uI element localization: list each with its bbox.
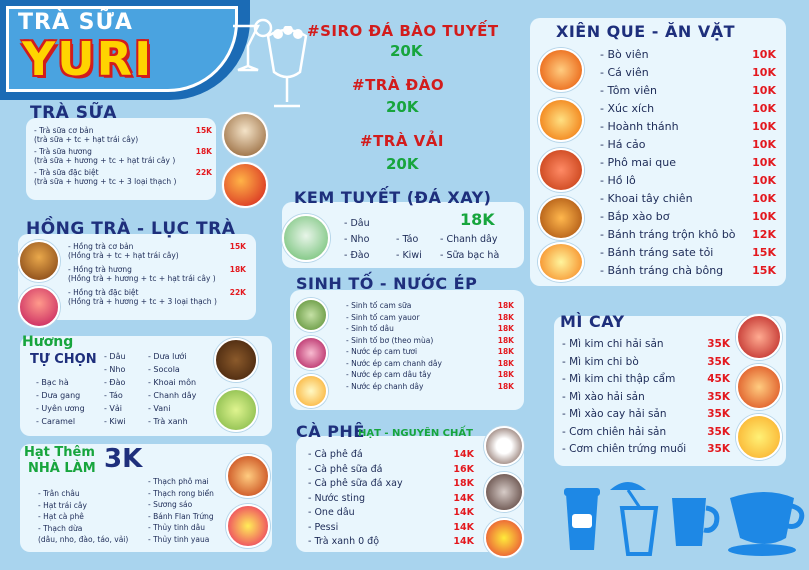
sinh-to-item: - Nước ép cam tươi 18K xyxy=(346,347,514,356)
kem-item: - Dâu xyxy=(344,218,370,229)
flavor-item: - Dâu xyxy=(104,352,126,361)
rice-photo xyxy=(736,414,782,460)
smoothie-photo-1 xyxy=(294,298,328,332)
topping-item: - Thủy tinh yaua xyxy=(148,534,210,544)
melon-photo xyxy=(214,388,258,432)
flavor-item: - Vani xyxy=(148,404,171,413)
kem-item: - Táo xyxy=(396,234,419,245)
ca-phe-item: - Pessi 14K xyxy=(308,521,474,533)
topping-item: - Thạch dừa xyxy=(38,523,83,533)
mi-cay-title: MÌ CAY xyxy=(560,312,625,331)
tra-sua-list xyxy=(34,126,212,186)
huong-title1: Hương xyxy=(22,334,74,350)
ice-photo xyxy=(282,214,330,262)
milk-tea-photo xyxy=(222,112,268,158)
ca-phe-item: - Cà phê đá 14K xyxy=(308,449,474,460)
noodle-photo-1 xyxy=(736,314,782,360)
mi-cay-item: - Mì kim chi bò 35K xyxy=(562,355,730,368)
skewer-photo-1 xyxy=(538,48,584,92)
xien-que-item: - Bánh tráng sate tỏi 15K xyxy=(600,246,776,259)
sinh-to-item: - Nước ép cam dâu tây 18K xyxy=(346,370,514,379)
topping-item: - Hạt trái cây xyxy=(38,500,87,510)
coffee-cup-icon xyxy=(726,488,806,558)
mi-cay-item: - Mì xào cay hải sản 35K xyxy=(562,408,730,420)
hat-them-title1: Hạt Thêm xyxy=(24,445,95,460)
mi-cay-item: - Mì kim chi thập cẩm 45K xyxy=(562,373,730,385)
xien-que-title: XIÊN QUE - ĂN VẶT xyxy=(556,22,736,41)
huong-col3 xyxy=(148,350,196,428)
topping-item: - Thạch rong biển xyxy=(148,488,214,498)
hong-tra-item: - Hồng trà cơ bản 15K xyxy=(68,242,246,251)
tra-sua-title: TRÀ SỮA xyxy=(30,103,117,123)
xien-que-item: - Hồ lô 10K xyxy=(600,174,776,187)
xien-que-item: - Bắp xào bơ 10K xyxy=(600,210,776,223)
ca-phe-item: - Cà phê sữa đá 16K xyxy=(308,463,474,475)
hat-them-price: 3K xyxy=(104,444,143,474)
green-tea-photo xyxy=(18,286,60,328)
special-1-price: 20K xyxy=(390,42,423,60)
sinh-to-item: - Sinh tố dâu 18K xyxy=(346,324,514,333)
parfait-icon xyxy=(262,26,312,112)
topping-item: - Trân châu xyxy=(38,489,80,498)
coffee-photo-1 xyxy=(484,426,524,466)
ca-phe-subtitle: HẠT - NGUYÊN CHẤT xyxy=(358,428,473,439)
rice-paper-photo xyxy=(538,242,584,282)
hat-them-col1 xyxy=(38,488,128,546)
cocktail-icon xyxy=(606,478,666,558)
huong-title2: TỰ CHỌN xyxy=(30,352,97,367)
hong-tra-item-sub: (Hồng trà + hương + tc + hạt trái cây ) xyxy=(68,274,216,284)
black-tea-photo xyxy=(18,240,60,282)
tra-sua-item: - Trà sữa đặc biệt 22K xyxy=(34,167,212,177)
flavor-item: - Nho xyxy=(104,365,126,374)
xien-que-list xyxy=(600,46,776,280)
xien-que-item: - Há cảo 10K xyxy=(600,138,776,151)
soda-photo xyxy=(484,518,524,558)
fruit-tea-photo xyxy=(222,162,268,208)
tra-sua-item-sub: (trà sữa + hương + tc + 3 loại thạch ) xyxy=(34,176,177,186)
brand-logo: YURI xyxy=(22,32,154,86)
mi-cay-list xyxy=(562,336,730,459)
sinh-to-item: - Nước ép cam chanh dây 18K xyxy=(346,358,514,368)
mi-cay-item: - Mì xào hải sản 35K xyxy=(562,390,730,403)
topping-item: - Hạt cà phê xyxy=(38,512,84,521)
jelly-photo xyxy=(226,454,270,498)
topping-item: - Sương sáo xyxy=(148,500,193,509)
flavor-item: - Kiwi xyxy=(104,417,126,426)
topping-item: - Thủy tinh dâu xyxy=(148,523,206,532)
topping-item: - Thạch phô mai xyxy=(148,477,209,486)
tra-sua-item: - Trà sữa hương 18K xyxy=(34,146,212,156)
ca-phe-item: - Nước sting 14K xyxy=(308,492,474,504)
flavor-item: - Caramel xyxy=(36,417,76,426)
candy-photo xyxy=(226,504,270,548)
flavor-item: - Đào xyxy=(104,378,126,387)
xien-que-item: - Bánh tráng trộn khô bò 12K xyxy=(600,228,776,241)
mi-cay-item: - Cơm chiên trứng muối 35K xyxy=(562,443,730,455)
kem-item: - Sữa bạc hà xyxy=(440,250,500,261)
flavor-item: - Vải xyxy=(104,404,123,413)
flavor-item: - Khoai môn xyxy=(148,378,197,387)
hong-tra-title: HỒNG TRÀ - LỤC TRÀ xyxy=(26,219,236,239)
mi-cay-item: - Mì kim chi hải sản 35K xyxy=(562,338,730,350)
skewer-photo-2 xyxy=(538,98,584,142)
sinh-to-item: - Nước ép chanh dây 18K xyxy=(346,381,514,391)
special-3-name: #TRÀ VẢI xyxy=(360,132,444,150)
ca-phe-item: - One dâu 14K xyxy=(308,507,474,518)
special-3-price: 20K xyxy=(386,155,419,173)
brand-line1: TRÀ SỮA xyxy=(18,10,133,35)
sinh-to-item: - Sinh tố cam sữa 18K xyxy=(346,301,514,310)
hong-tra-list xyxy=(68,242,246,306)
noodle-photo-2 xyxy=(736,364,782,410)
ca-phe-item: - Cà phê sữa đá xay 18K xyxy=(308,478,474,489)
hat-them-title2: NHÀ LÀM xyxy=(28,461,96,476)
kem-col3 xyxy=(440,232,499,264)
hong-tra-item: - Hồng trà hương 18K xyxy=(68,264,246,274)
kem-tuyet-title: KEM TUYẾT (ĐÁ XAY) xyxy=(294,188,492,207)
xien-que-item: - Khoai tây chiên 10K xyxy=(600,192,776,205)
xien-que-item: - Bánh tráng chà bông 15K xyxy=(600,264,776,277)
chocolate-photo xyxy=(214,338,258,382)
topping-item: - Bánh Flan Trứng xyxy=(148,511,214,521)
flavor-item: - Dưa lưới xyxy=(148,352,187,361)
flavor-item: - Táo xyxy=(104,391,123,400)
xien-que-item: - Cá viên 10K xyxy=(600,66,776,79)
tra-sua-item: - Trà sữa cơ bản 15K xyxy=(34,126,212,135)
sausage-photo xyxy=(538,148,584,192)
kem-tuyet-price: 18K xyxy=(460,210,495,229)
xien-que-item: - Tôm viên 10K xyxy=(600,84,776,97)
sinh-to-item: - Sinh tố cam yauor 18K xyxy=(346,312,514,322)
kem-col1 xyxy=(344,216,370,264)
kem-col2 xyxy=(396,232,422,264)
flavor-item: - Bạc hà xyxy=(36,378,69,387)
sinh-to-title: SINH TỐ - NƯỚC ÉP xyxy=(296,274,478,293)
hong-tra-item: - Hồng trà đặc biệt 22K xyxy=(68,287,246,297)
flavor-item: - Dưa gang xyxy=(36,391,81,400)
tra-sua-item-sub: (trà sữa + hương + tc + hạt trái cây ) xyxy=(34,156,176,166)
ca-phe-title: CÀ PHÊ xyxy=(296,422,365,441)
ca-phe-list xyxy=(308,448,474,550)
topping-item: (dâu, nho, đào, táo, vải) xyxy=(38,535,129,544)
mi-cay-item: - Cơm chiên hải sản 35K xyxy=(562,425,730,438)
special-1-name: #SIRO ĐÁ BÀO TUYẾT xyxy=(307,22,499,40)
hong-tra-item-sub: (Hồng trà + tc + hạt trái cây) xyxy=(68,251,179,261)
coffee-photo-2 xyxy=(484,472,524,512)
xien-que-item: - Xúc xích 10K xyxy=(600,102,776,115)
kem-item: - Kiwi xyxy=(396,250,422,261)
tra-sua-item-sub: (trà sữa + tc + hạt trái cây) xyxy=(34,135,139,145)
huong-col1 xyxy=(36,376,85,428)
flavor-item: - Socola xyxy=(148,365,180,374)
special-2-price: 20K xyxy=(386,98,419,116)
mug-icon xyxy=(668,492,722,552)
hat-them-col2 xyxy=(148,476,214,545)
hong-tra-item-sub: (Hồng trà + hương + tc + 3 loại thạch ) xyxy=(68,296,217,306)
kem-item: - Nho xyxy=(344,234,370,245)
cup-icon xyxy=(560,484,604,556)
sinh-to-list xyxy=(346,300,514,392)
xien-que-item: - Bò viên 10K xyxy=(600,48,776,61)
sinh-to-item: - Sinh tố bơ (theo mùa) 18K xyxy=(346,335,514,345)
xien-que-item: - Hoành thánh 10K xyxy=(600,120,776,133)
flavor-item: - Chanh dây xyxy=(148,391,197,400)
smoothie-photo-3 xyxy=(294,374,328,408)
kem-item: - Đào xyxy=(344,250,370,261)
special-2-name: #TRÀ ĐÀO xyxy=(352,76,445,94)
flavor-item: - Trà xanh xyxy=(148,417,188,426)
kem-item: - Chanh dây xyxy=(440,234,498,245)
huong-col2 xyxy=(104,350,126,428)
xien-que-item: - Phô mai que 10K xyxy=(600,156,776,169)
fried-photo xyxy=(538,196,584,240)
smoothie-photo-2 xyxy=(294,336,328,370)
ca-phe-item: - Trà xanh 0 độ 14K xyxy=(308,536,474,547)
flavor-item: - Uyên ương xyxy=(36,404,85,413)
